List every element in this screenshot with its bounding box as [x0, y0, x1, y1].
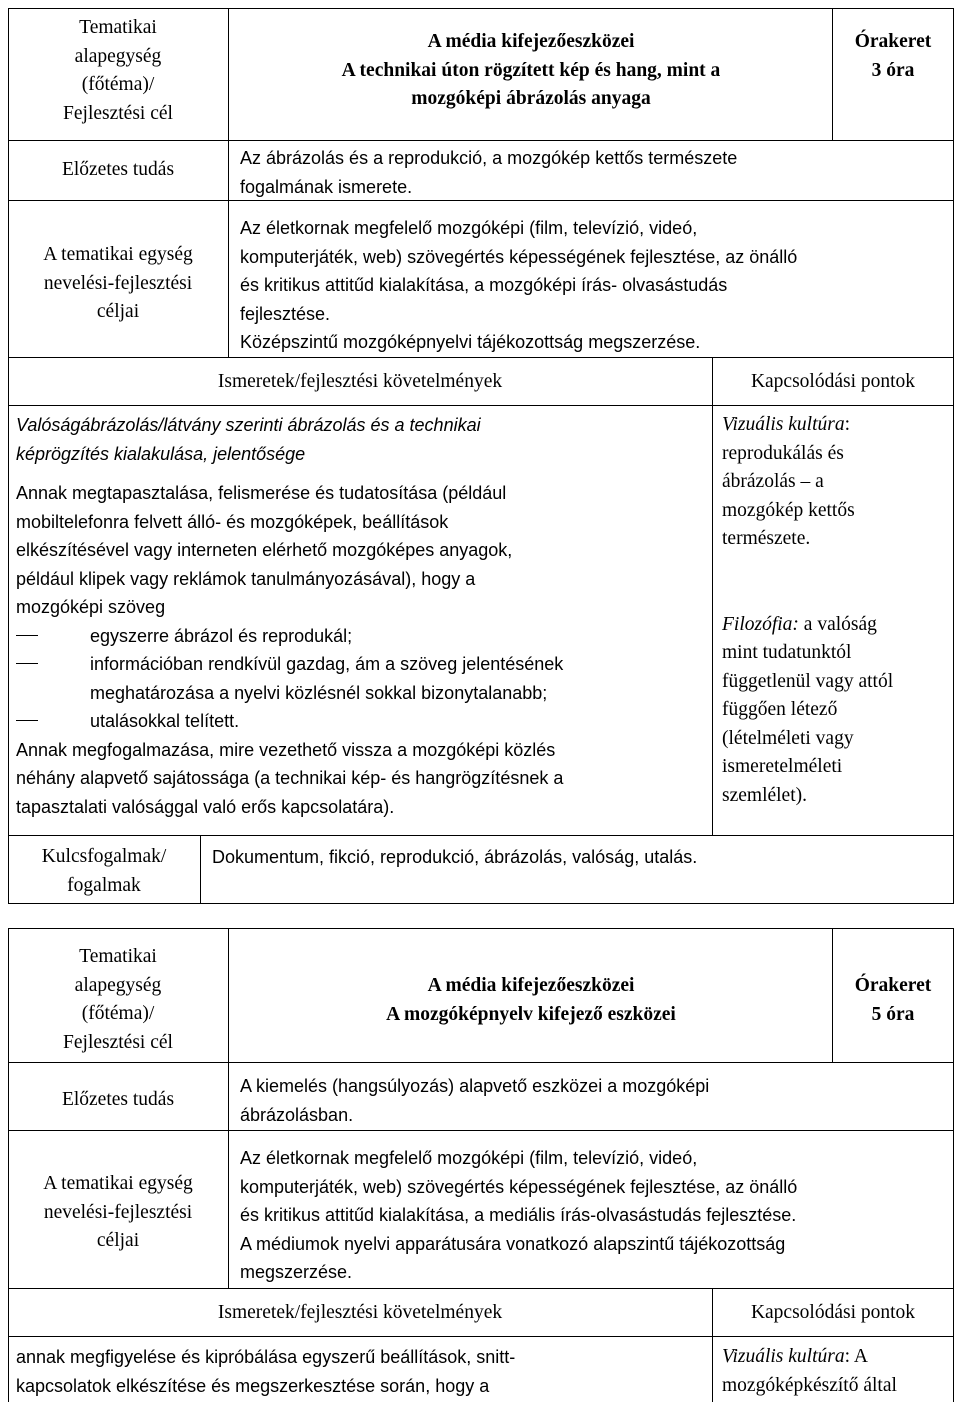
table-border [8, 835, 954, 836]
table-border [8, 405, 954, 406]
text-line: ábrázolásban. [240, 1104, 354, 1125]
table-border [8, 357, 954, 358]
table-border [8, 903, 954, 904]
text-line: komputerjáték, web) szövegértés képességének fejlesztése, az önálló [240, 246, 798, 267]
dash-bullet [16, 720, 38, 721]
text-line: Az ábrázolás és a reprodukció, a mozgókép kettős természete [240, 148, 738, 168]
key-concepts-text: Dokumentum, fikció, reprodukció, ábrázolás, valóság, utalás. [212, 847, 698, 867]
table-border [832, 8, 833, 140]
text-line: egyszerre ábrázol és reprodukál; [90, 625, 353, 646]
table-border [8, 928, 954, 929]
goals-label [10, 1170, 226, 1256]
key-concepts-label-line: fogalmak [67, 874, 141, 896]
table-border [8, 1288, 954, 1289]
text-line: Középszintű mozgóképnyelvi tájékozottság megszerzése. [240, 332, 701, 352]
prior-knowledge-text [240, 1072, 940, 1129]
text-line: mozgóképi szöveg [16, 597, 166, 617]
dash-bullet [16, 635, 38, 636]
text-line: megszerzése. [240, 1262, 353, 1282]
requirements-header: Ismeretek/fejlesztési követelmények [217, 1302, 503, 1323]
text-line: információban rendkívül gazdag, ám a szöveg jelentésének [90, 654, 564, 674]
text-line: utalásokkal telített. [90, 711, 240, 731]
prior-knowledge-label: Előzetes tudás [61, 159, 175, 180]
goals-label [10, 241, 226, 327]
connections-body [722, 411, 952, 810]
topic-label-line: (főtéma)/ [81, 74, 155, 95]
connection-subject: Vizuális kultúra [722, 414, 845, 435]
topic-label-line: (főtéma)/ [81, 1003, 155, 1024]
text-line: szemlélet). [722, 784, 807, 806]
topic-label-line: alapegység [74, 45, 162, 67]
text-line: néhány alapvető sajátossága (a technikai kép- és hangrögzítésnek a [16, 768, 564, 788]
table-border [8, 8, 954, 9]
text-line: Valóságábrázolás/látvány szerinti ábrázolás és a technikai [16, 415, 481, 435]
table-border [200, 835, 201, 903]
goals-label-line: A tematikai egység [43, 244, 193, 265]
table-border [228, 928, 229, 1288]
hours-label: Órakeret [854, 975, 932, 996]
text-line: tapasztalati valósággal való erős kapcsolatára). [16, 796, 395, 817]
text-line: A kiemelés (hangsúlyozás) alapvető eszközei a mozgóképi [240, 1076, 710, 1096]
unit-title-line: A mozgóképnyelv kifejező eszközei [386, 1003, 676, 1025]
text-line: mobiltelefonra felvett álló- és mozgóképek, beállítások [16, 511, 449, 532]
table-border [8, 8, 9, 903]
topic-label-line: Fejlesztési cél [63, 102, 173, 124]
unit-title [232, 972, 830, 1029]
text-line: kapcsolatok elkészítése és megszerkesztése során, hogy a [16, 1375, 490, 1396]
text-line: Az életkornak megfelelő mozgóképi (film, televízió, videó, [240, 1148, 698, 1168]
text-line: : [844, 414, 851, 435]
goals-text [240, 1144, 950, 1287]
goals-label-line: nevelési-fejlesztési [43, 272, 193, 294]
text-line: mint tudatunktól [722, 642, 852, 663]
text-line: meghatározása a nyelvi közlésnél sokkal bizonytalanabb; [90, 682, 548, 703]
topic-label-line: Tematikai [79, 946, 157, 967]
text-line: függően létező [722, 699, 838, 720]
requirements-body [16, 411, 708, 821]
table-border [8, 140, 954, 141]
prior-knowledge-label: Előzetes tudás [61, 1089, 175, 1110]
table-border [8, 928, 9, 1402]
prior-knowledge-text [240, 144, 940, 201]
topic-label [10, 943, 226, 1057]
unit-title-line: A média kifejezőeszközei [427, 31, 635, 52]
text-line: és kritikus attitűd kialakítása, a mozgóképi írás- olvasástudás [240, 275, 728, 295]
table-border [712, 357, 713, 835]
table-border [228, 8, 229, 357]
unit-title-line: A média kifejezőeszközei [427, 975, 635, 996]
text-line: A médiumok nyelvi apparátusára vonatkozó alapszintű tájékozottság [240, 1233, 786, 1254]
hours-value: 5 óra [871, 1003, 915, 1025]
unit-title-line: A technikai úton rögzített kép és hang, mint a [341, 59, 721, 81]
goals-text [240, 214, 950, 357]
text-line: ábrázolás – a [722, 471, 824, 492]
text-line: elkészítésével vagy interneten elérhető mozgóképes anyagok, [16, 540, 513, 560]
text-line: a valóság [798, 613, 877, 635]
table-border [832, 928, 833, 1062]
connection-subject: Vizuális kultúra [722, 1346, 845, 1367]
text-line: természete. [722, 528, 811, 549]
hours-box [834, 28, 952, 85]
list-item [16, 707, 708, 736]
topic-label-line: Fejlesztési cél [63, 1031, 173, 1053]
table-border [8, 1062, 954, 1063]
text-line: annak megfigyelése és kipróbálása egyszerű beállítások, snitt- [16, 1347, 516, 1367]
text-line: például klipek vagy reklámok tanulmányozásával), hogy a [16, 568, 476, 589]
unit-title [232, 28, 830, 114]
text-line: Annak megfogalmazása, mire vezethető vissza a mozgóképi közlés [16, 739, 556, 760]
topic-label [10, 14, 226, 128]
hours-box [834, 972, 952, 1029]
text-line: függetlenül vagy attól [722, 670, 894, 692]
text-line: fejlesztése. [240, 303, 331, 324]
text-line: képrögzítés kialakulása, jelentősége [16, 443, 306, 464]
dash-bullet [16, 663, 38, 664]
text-line: (lételméleti vagy [722, 727, 854, 749]
table-border [8, 1130, 954, 1131]
topic-label-line: Tematikai [79, 17, 157, 38]
key-concepts-label-line: Kulcsfogalmak/ [41, 846, 167, 867]
table-border [953, 928, 954, 1402]
text-line: : A [844, 1346, 868, 1367]
text-line: mozgókép kettős [722, 499, 855, 521]
table-border [712, 1288, 713, 1402]
goals-label-line: céljai [96, 301, 140, 322]
list-item [16, 622, 708, 651]
table-border [8, 1336, 954, 1337]
goals-label-line: nevelési-fejlesztési [43, 1201, 193, 1223]
goals-label-line: A tematikai egység [43, 1173, 193, 1194]
text-line: Annak megtapasztalása, felismerése és tudatosítása (például [16, 483, 507, 503]
key-concepts-label [10, 843, 198, 900]
connection-subject: Filozófia: [722, 613, 799, 635]
list-item [16, 650, 708, 707]
text-line: fogalmának ismerete. [240, 176, 413, 197]
text-line: komputerjáték, web) szövegértés képességének fejlesztése, az önálló [240, 1176, 798, 1197]
text-line: Az életkornak megfelelő mozgóképi (film, televízió, videó, [240, 218, 698, 238]
text-line: és kritikus attitűd kialakítása, a mediális írás-olvasástudás fejlesztése. [240, 1205, 797, 1225]
text-line: ismeretelméleti [722, 756, 843, 777]
connections-body [722, 1343, 952, 1400]
table-border [953, 8, 954, 903]
connections-header: Kapcsolódási pontok [750, 1302, 916, 1323]
requirements-body [16, 1343, 708, 1400]
text-line: mozgóképkészítő által [722, 1374, 897, 1396]
hours-label: Órakeret [854, 31, 932, 52]
requirements-header: Ismeretek/fejlesztési követelmények [217, 371, 503, 392]
topic-label-line: alapegység [74, 974, 162, 996]
text-line: reprodukálás és [722, 442, 844, 464]
unit-title-line: mozgóképi ábrázolás anyaga [411, 88, 651, 109]
goals-label-line: céljai [96, 1230, 140, 1251]
hours-value: 3 óra [871, 59, 915, 81]
connections-header: Kapcsolódási pontok [750, 371, 916, 392]
